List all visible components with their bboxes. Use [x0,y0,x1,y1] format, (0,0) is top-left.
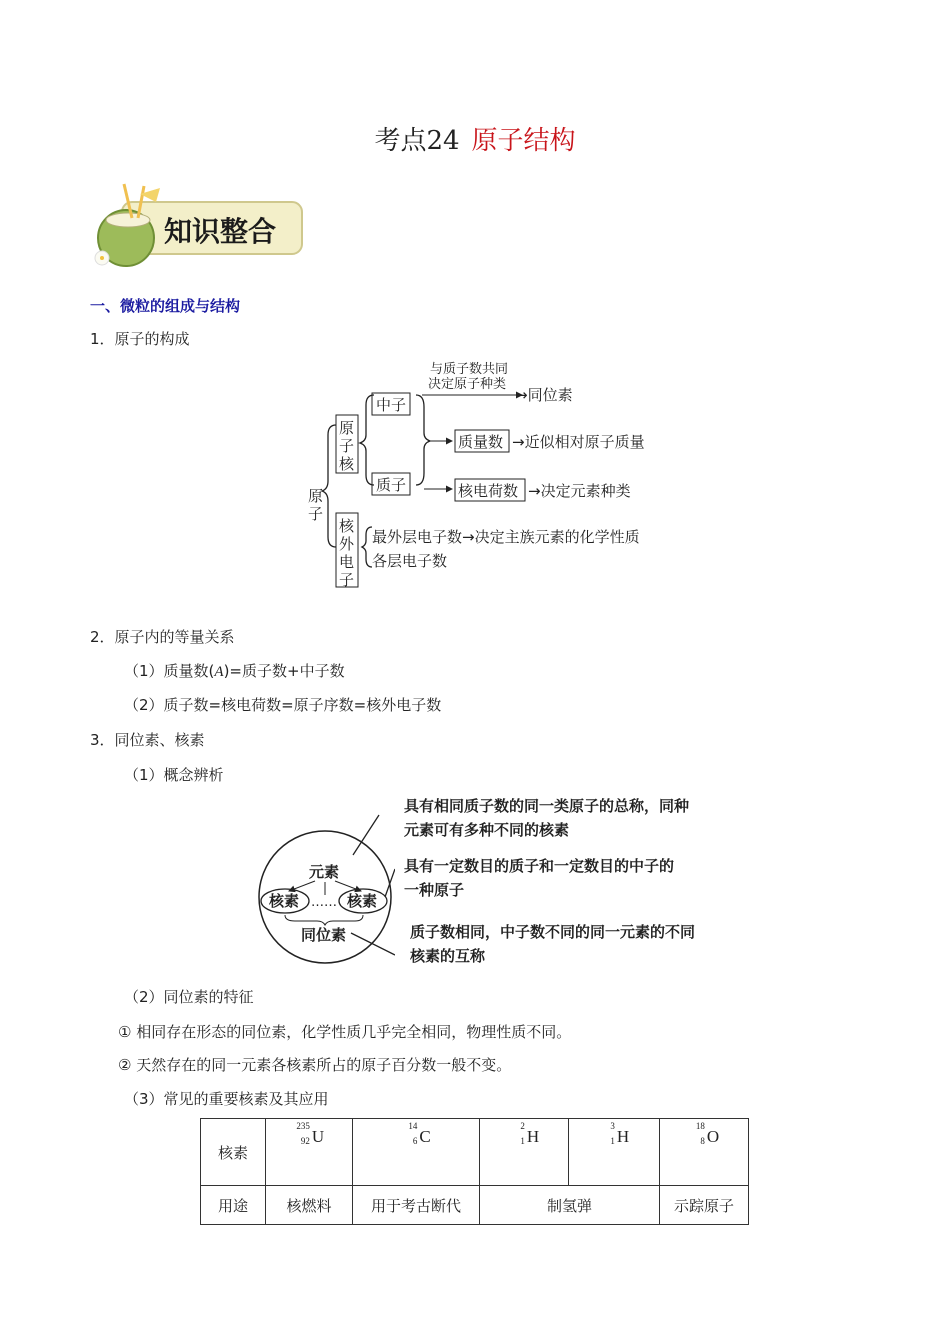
table-cell: 示踪原子 [660,1186,749,1225]
layer-electrons: 各层电子数 [372,552,448,570]
title-main: 原子结构 [471,126,576,156]
svg-text:核: 核 [339,455,355,473]
item2-line2: （2）质子数=核电荷数=原子序数=核外电子数 [124,696,442,714]
mass-result: →近似相对原子质量 [512,433,645,451]
nuclide-o18: 18 8 O [695,1121,720,1146]
table-cell: 核素 [201,1119,266,1186]
table-cell: 用途 [201,1186,266,1225]
dots: …… [311,895,337,910]
concept-heading: （1）概念辨析 [124,766,224,784]
table-cell: 用于考古断代 [353,1186,480,1225]
note-line2: 决定原子种类 [428,377,507,392]
nuclide-h3: 3 1 H [610,1121,630,1146]
atom-brace [322,425,336,547]
isotope-bracket [285,915,363,925]
nuclide-c14: 14 6 C [408,1121,431,1146]
item1-heading: 1．原子的构成 [90,330,190,348]
svg-text:核素: 核素 [269,892,300,910]
svg-text:外: 外 [339,535,355,553]
atom-label-2: 子 [308,505,324,523]
np-brace [416,395,430,485]
desc-element: 具有相同质子数的同一类原子的总称，同种 元素可有多种不同的核素 [404,797,690,839]
svg-text:子: 子 [339,437,355,455]
electron-brace [362,527,372,567]
atom-structure-diagram [300,355,700,590]
desc-nuclide: 具有一定数目的质子和一定数目的中子的 一种原子 [404,857,675,899]
item2-heading: 2．原子内的等量关系 [90,628,235,646]
table-row [201,1119,749,1186]
nuclide-u235: 235 92 U [296,1121,325,1146]
note-line1: 与质子数共同 [430,362,509,377]
atom-label-1: 原 [308,487,324,505]
title-prefix: 考点24 [374,126,460,156]
item3-heading: 3．同位素、核素 [90,731,205,749]
feature-2: ② 天然存在的同一元素各核素所占的原子百分数一般不变。 [118,1056,512,1074]
item2-line1: （1）质量数(A)=质子数+中子数 [124,662,345,680]
neutron-label: 中子 [376,396,407,414]
page-title [0,120,950,157]
isotope-label: 同位素 [301,926,347,944]
table-cell [353,1119,480,1186]
svg-text:电: 电 [339,553,355,571]
table-cell [569,1119,660,1186]
proton-label: 质子 [376,476,407,494]
table-cell [480,1119,569,1186]
svg-text:核: 核 [339,517,355,535]
mass-number-label: 质量数 [458,433,504,451]
table-heading: （3）常见的重要核素及其应用 [124,1090,329,1108]
table-row [201,1186,749,1225]
svg-text:核素: 核素 [347,892,378,910]
isotope-concept-diagram [255,785,395,970]
nuclide-h2: 2 1 H [520,1121,540,1146]
outer-electrons: 最外层电子数→决定主族元素的化学性质 [372,528,640,546]
banner-text: 知识整合 [164,215,277,248]
charge-label: 核电荷数 [458,482,519,500]
charge-result: →决定元素种类 [528,482,631,500]
feature-heading: （2）同位素的特征 [124,988,254,1006]
isotope-result: →同位素 [515,386,573,404]
table-cell [660,1119,749,1186]
feature-1: ① 相同存在形态的同位素，化学性质几乎完全相同，物理性质不同。 [118,1023,572,1041]
nuclide-table [200,1118,749,1225]
svg-text:原: 原 [339,419,355,437]
section-heading: 一、微粒的组成与结构 [90,297,241,315]
table-cell [266,1119,353,1186]
desc-isotope: 质子数相同，中子数不同的同一元素的不同 核素的互称 [410,923,696,965]
table-cell: 核燃料 [266,1186,353,1225]
knowledge-banner [88,180,308,270]
element-label: 元素 [309,863,340,881]
table-cell: 制氢弹 [480,1186,660,1225]
svg-text:子: 子 [339,571,355,589]
